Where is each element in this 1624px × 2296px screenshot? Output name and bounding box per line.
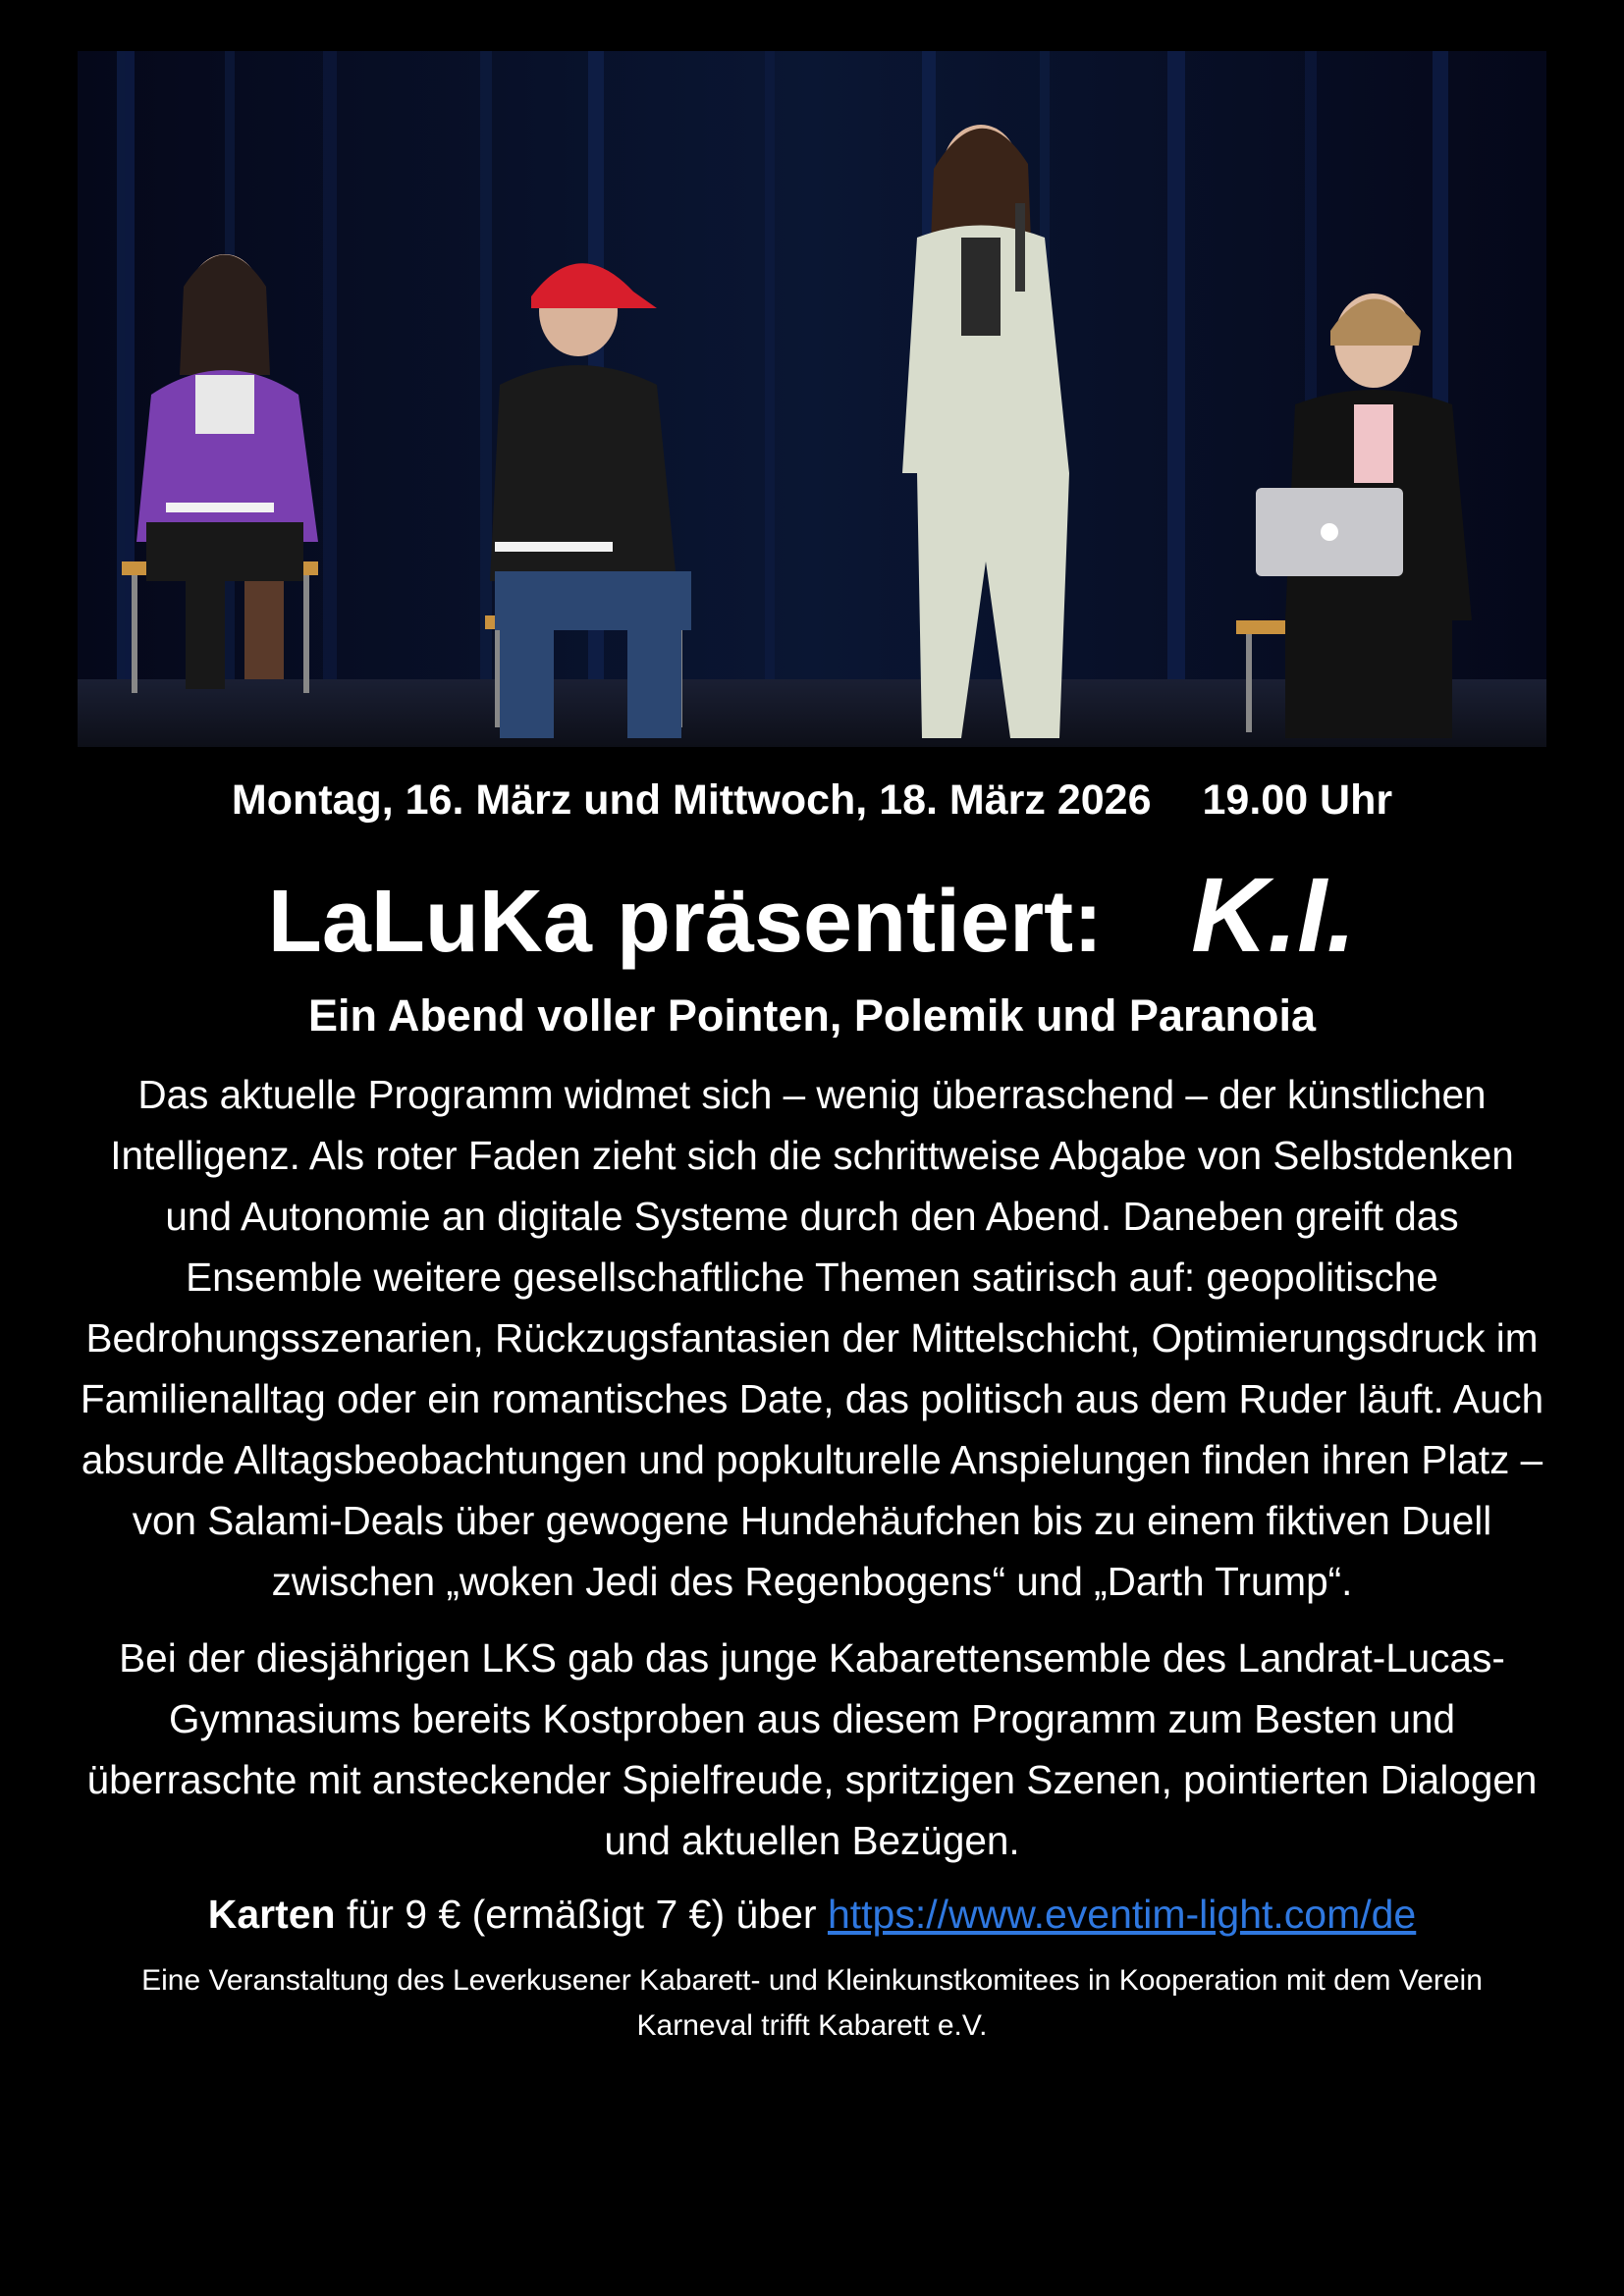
event-time: 19.00 Uhr bbox=[1202, 776, 1393, 824]
tickets-price: für 9 € (ermäßigt 7 €) über bbox=[347, 1891, 817, 1937]
ticket-info bbox=[78, 1889, 1546, 1941]
program-description: Das aktuelle Programm widmet sich – wenig überraschend – der künstlichen Intelligenz. Als roter Faden zieht sich die schrittweise Abgabe von Selbstdenken und Autonomie an digitale Systeme durch den Abend. Daneben greift das Ensemble weitere gesellschaftliche Themen satirisch auf: geopolitische Bedrohungsszenarien, Rückzugsfantasien der Mittelschicht, Optimierungsdruck im Familienalltag oder ein romantisches Date, das politisch aus dem Ruder läuft. Auch absurde Alltagsbeobachtungen und popkulturelle Anspielungen finden ihren Platz – von Salami-Deals über gewogene Hundehäufchen bis zu einem fiktiven Duell zwischen „woken Jedi des Regenbogens“ und „Darth Trump“. bbox=[80, 1071, 1544, 1604]
headline-presenter: LaLuKa präsentiert: bbox=[267, 872, 1104, 971]
organizer-footer: Eine Veranstaltung des Leverkusener Kabarett- und Kleinkunstkomitees in Kooperation mit dem Verein Karneval trifft Kabarett e.V. bbox=[141, 1964, 1483, 2043]
stage-photo bbox=[78, 51, 1546, 747]
tickets-label: Karten bbox=[207, 1891, 336, 1937]
event-date-line bbox=[78, 775, 1546, 827]
event-date: Montag, 16. März und Mittwoch, 18. März 2026 bbox=[231, 776, 1152, 824]
poster-content bbox=[78, 775, 1546, 2049]
subtitle: Ein Abend voller Pointen, Polemik und Paranoia bbox=[307, 989, 1316, 1041]
headline bbox=[78, 854, 1546, 976]
ticket-link[interactable]: https://www.eventim-light.com/de bbox=[827, 1891, 1417, 1937]
headline-title: K.I. bbox=[1191, 854, 1357, 974]
ensemble-background: Bei der diesjährigen LKS gab das junge Kabarettensemble des Landrat-Lucas-Gymnasiums bereits Kostproben aus diesem Programm zum Besten und überraschte mit ansteckender Spielfreude, spritzigen Szenen, pointierten Dialogen und aktuellen Bezügen. bbox=[86, 1634, 1538, 1863]
stage-photo-illustration bbox=[78, 51, 1546, 747]
